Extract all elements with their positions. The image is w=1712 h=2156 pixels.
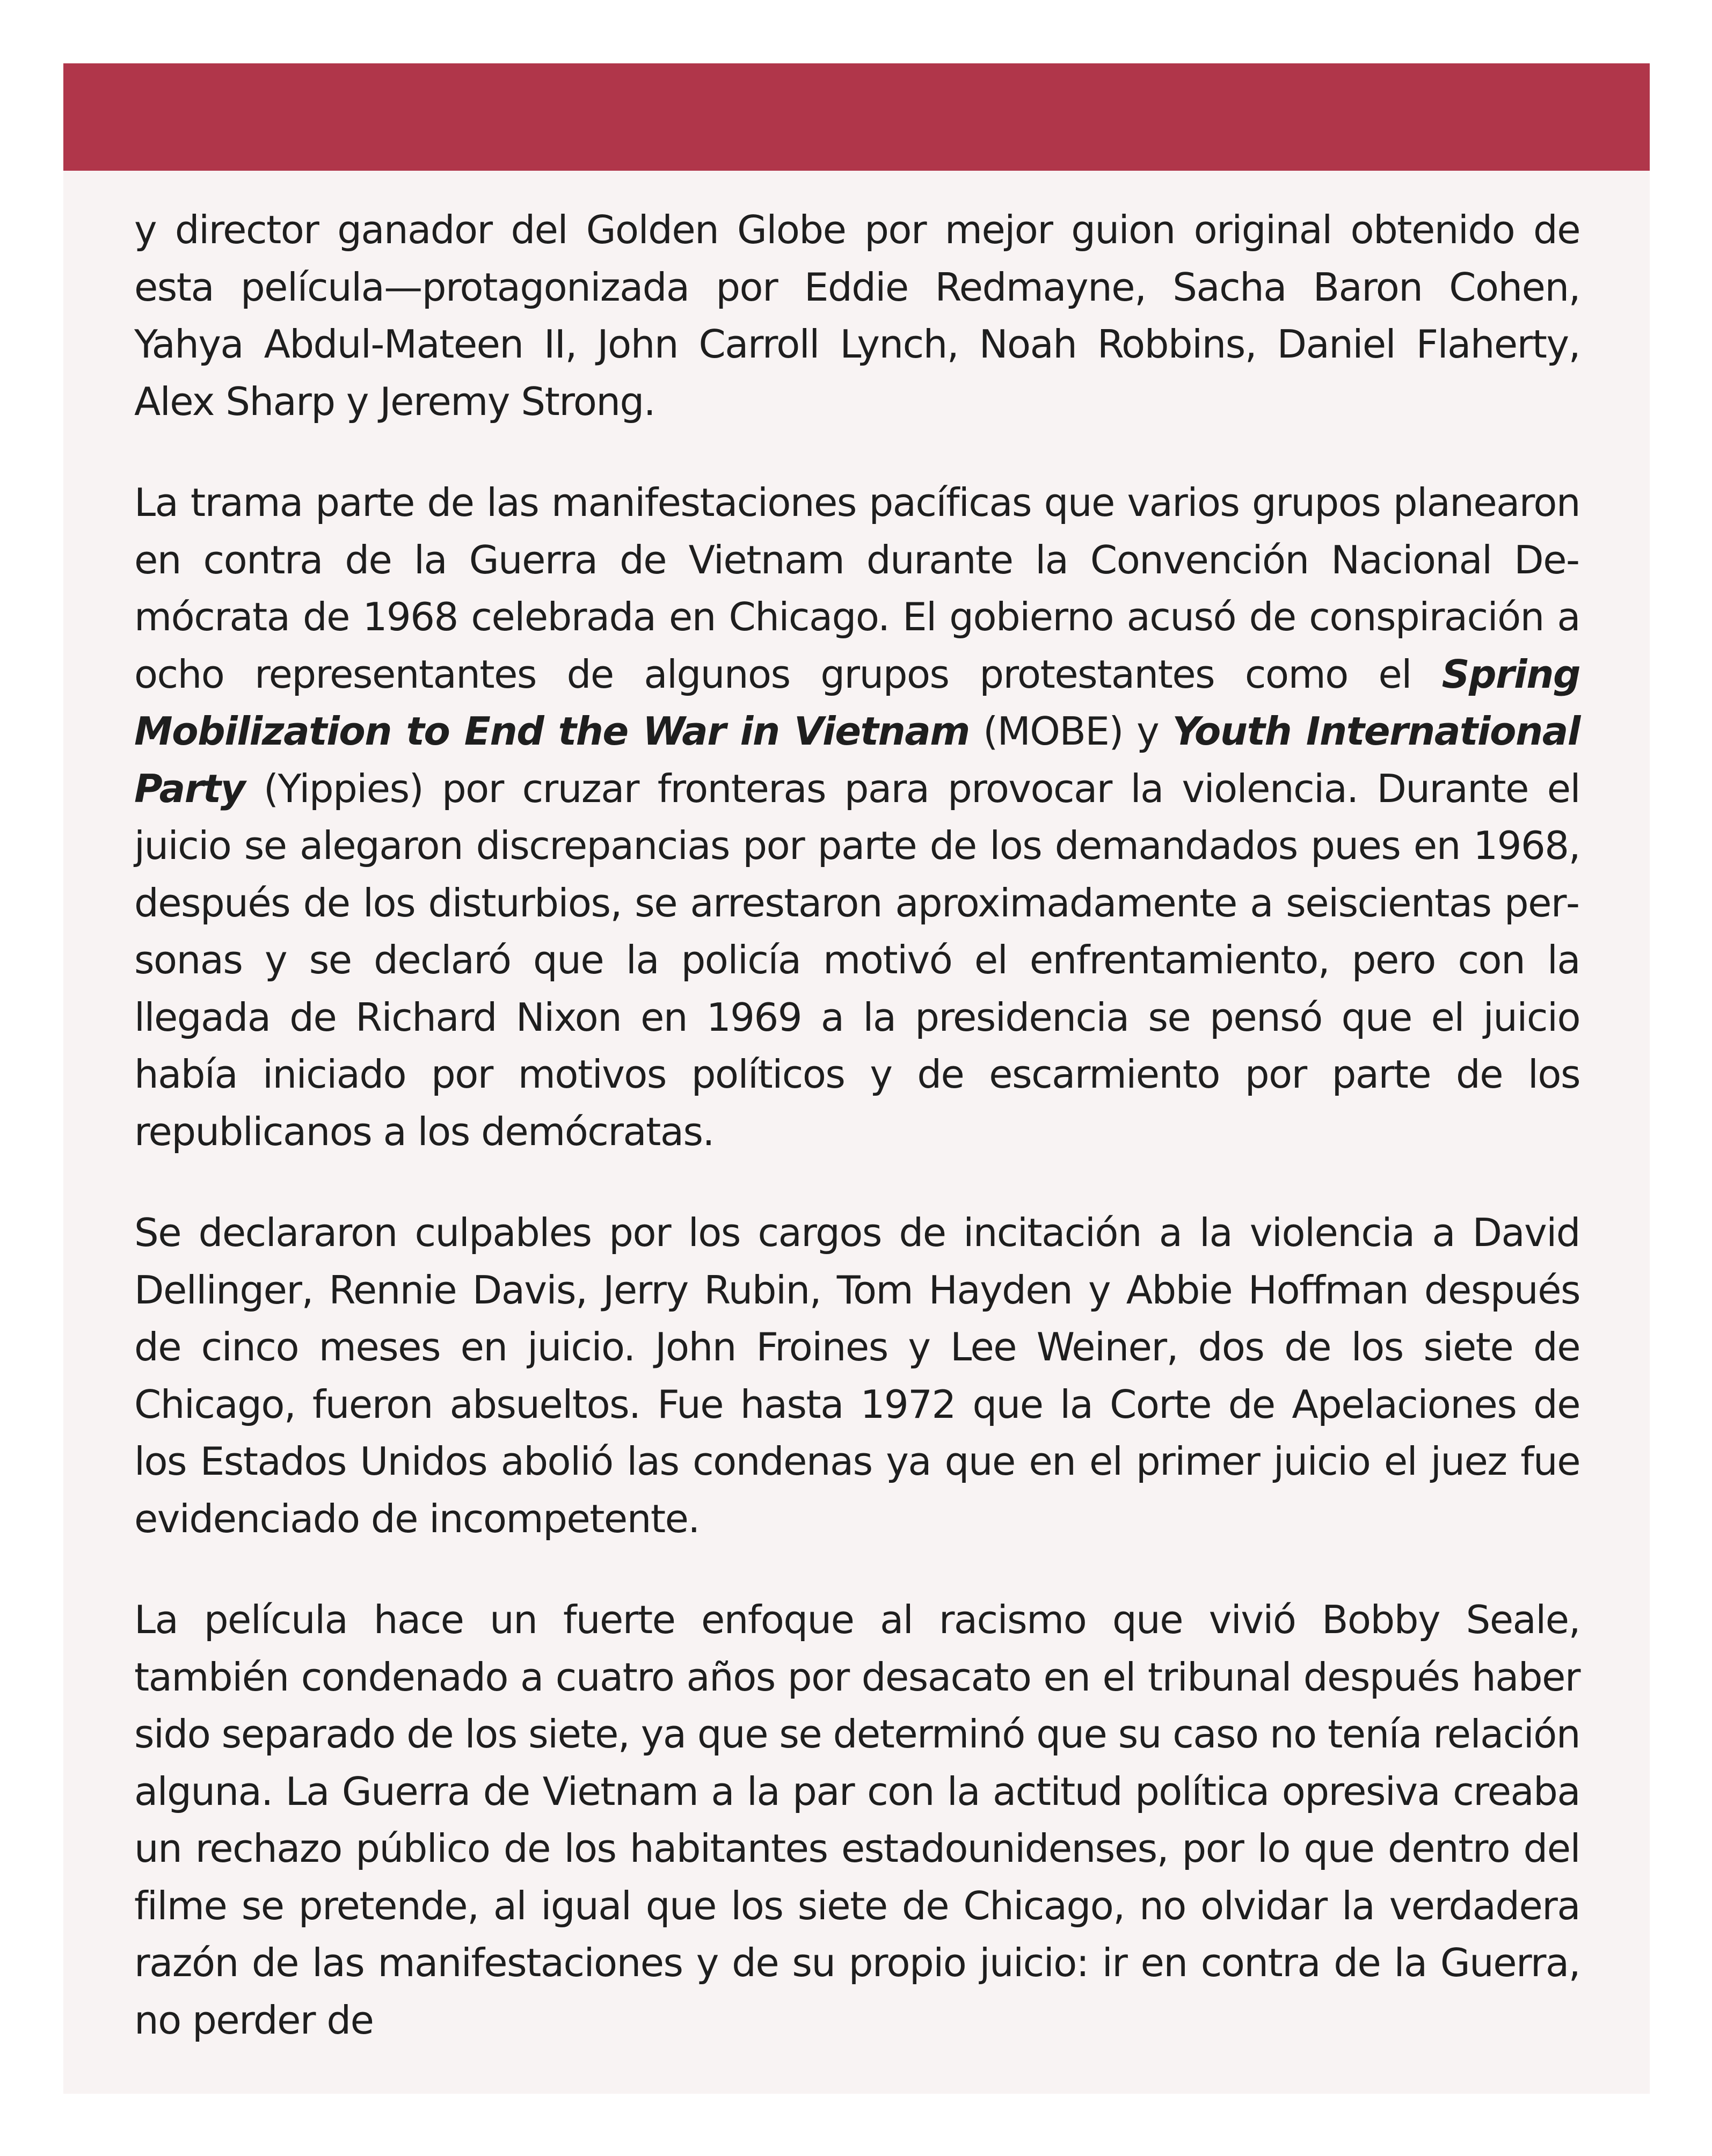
- paragraph-text: (MOBE) y: [969, 709, 1172, 754]
- paragraph-text: La trama parte de las manifestaciones pacíficas que varios grupos planearon en contra de la Guerra de Vietnam durante la Convención Nacional Demócrata de 1968 celebrada en Chicago. El gobierno acusó de conspiración a ocho representantes de algunos grupos protestantes como el: [134, 480, 1580, 697]
- paragraph-text: La película hace un fuerte enfoque al racismo que vivió Bobby Seale, también condenado a cuatro años por desacato en el tribunal después haber sido separado de los siete, ya que se determinó que su caso no tenía relación alguna. La Guerra de Vietnam a la par con la actitud política opresiva creaba un rechazo público de los habitantes estadounidenses, por lo que dentro del filme se pretende, al igual que los siete de Chicago, no olvidar la verdadera razón de las manifestaciones y de su propio juicio: ir en contra de la Guerra, no perder de: [134, 1597, 1580, 2043]
- paragraph-cast: [134, 201, 1580, 430]
- paragraph-text: Se declararon culpables por los cargos de incitación a la violencia a David Dellinger, Rennie Davis, Jerry Rubin, Tom Hayden y Abbie Hoffman después de cinco meses en juicio. John Froines y Lee Weiner, dos de los siete de Chicago, fueron absueltos. Fue hasta 1972 que la Corte de Apelaciones de los Estados Unidos abolió las condenas ya que en el primer juicio el juez fue evidenciado de incompetente.: [134, 1210, 1580, 1541]
- paragraph-verdict: [134, 1204, 1580, 1547]
- organization-name-mobe: Spring Mobilization to End the War in Vietnam: [134, 651, 1580, 754]
- header-band: [63, 63, 1650, 171]
- paragraph-text: y director ganador del Golden Globe por mejor guion original obtenido de esta película—protagonizada por Eddie Redmayne, Sacha Baron Cohen, Yahya Abdul-Mateen II, John Carroll Lynch, Noah Robbins, Daniel Flaherty, Alex Sharp y Jeremy Strong.: [134, 207, 1580, 424]
- paragraph-plot: [134, 474, 1580, 1160]
- paragraph-racism: [134, 1591, 1580, 2049]
- paragraph-text: (Yippies) por cruzar fronteras para provocar la violencia. Durante el juicio se alegaron discrepancias por parte de los demandados pues en 1968, después de los disturbios, se arrestaron aproximadamente a seiscientas personas y se declaró que la policía motivó el enfrentamiento, pero con la llegada de Richard Nixon en 1969 a la presidencia se pensó que el juicio había iniciado por motivos políticos y de escarmiento por parte de los republicanos a los demócratas.: [134, 766, 1580, 1154]
- article-body: [134, 201, 1580, 2049]
- organization-name-yippies: Youth International Party: [134, 709, 1580, 811]
